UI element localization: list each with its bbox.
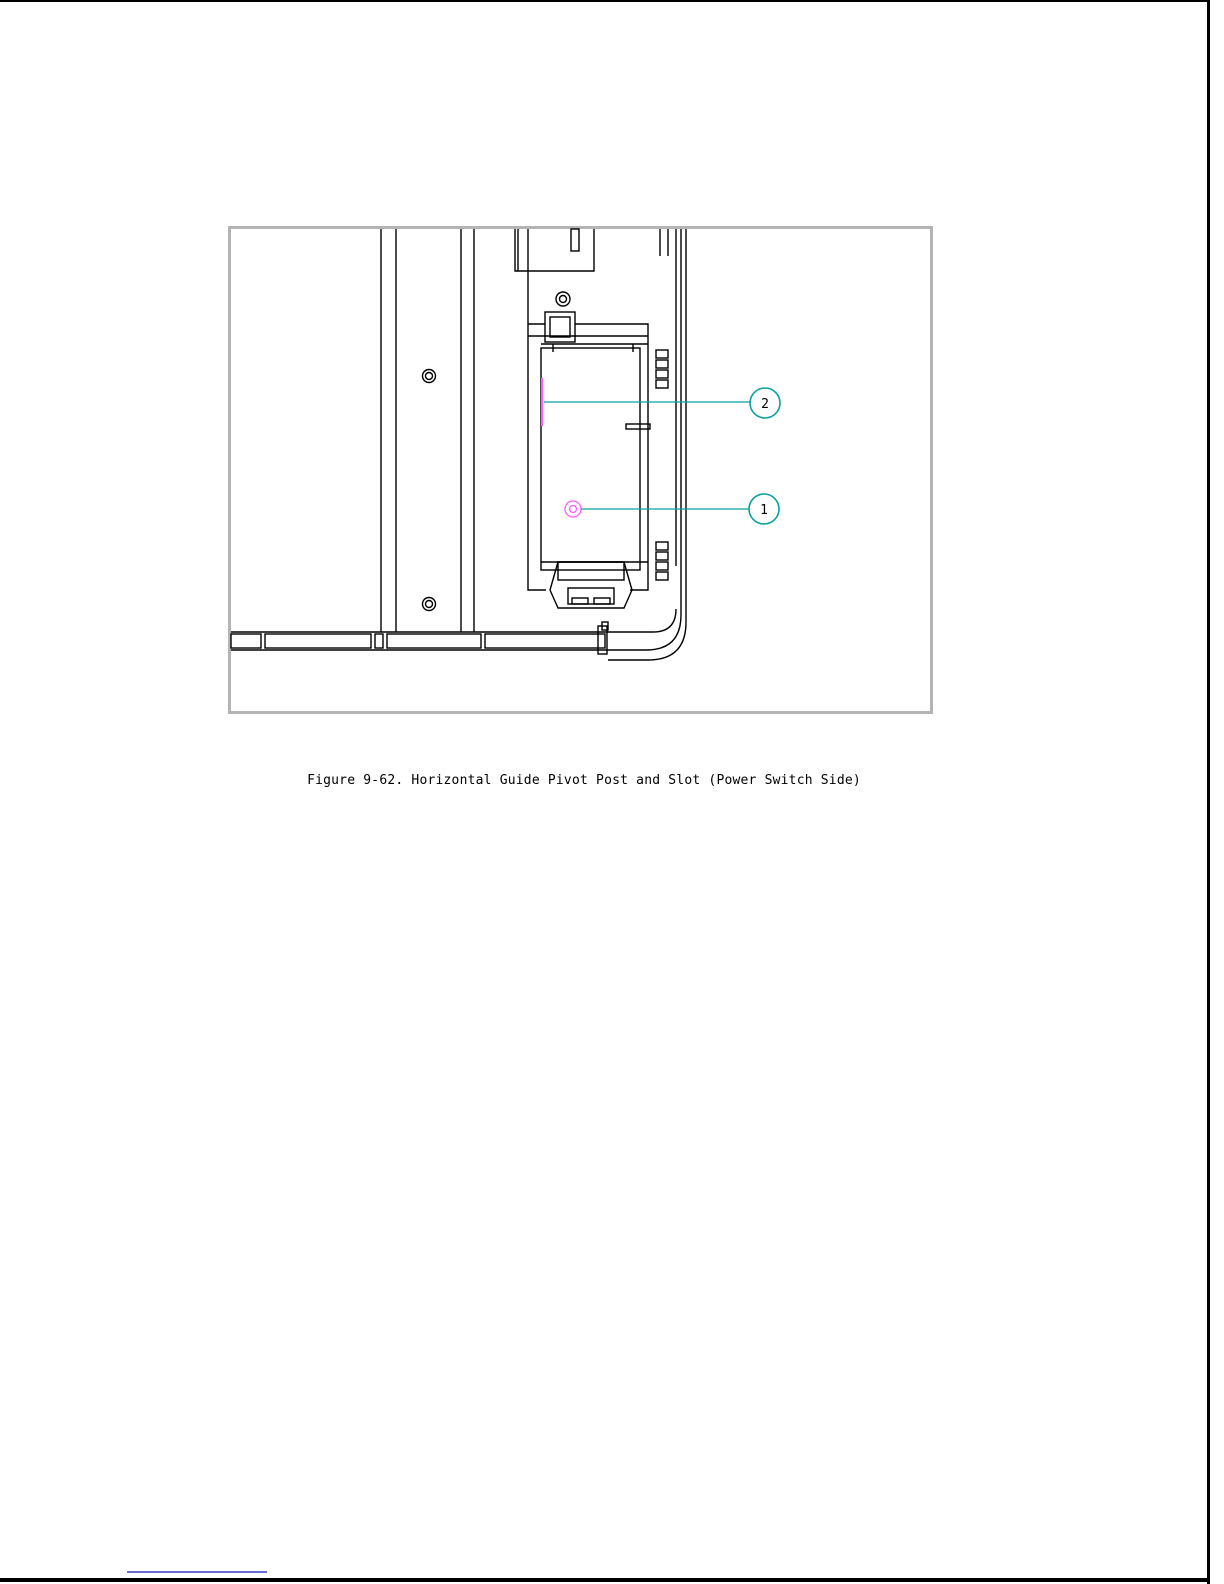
page-bottom-rule: [0, 1578, 1210, 1582]
footer-link[interactable]: [127, 1571, 267, 1573]
figure-caption: Figure 9-62. Horizontal Guide Pivot Post and Slot (Power Switch Side): [307, 773, 861, 788]
page-top-rule: [0, 0, 1210, 2]
figure-frame: [230, 228, 932, 713]
callout-1-label: 1: [760, 503, 768, 518]
callout-1: [749, 494, 779, 524]
figure-illustration: [228, 226, 933, 714]
page-right-rule: [1207, 0, 1210, 1584]
callout-2: [750, 388, 780, 418]
figure-drawing: [228, 226, 933, 714]
callout-2-label: 2: [761, 397, 769, 412]
